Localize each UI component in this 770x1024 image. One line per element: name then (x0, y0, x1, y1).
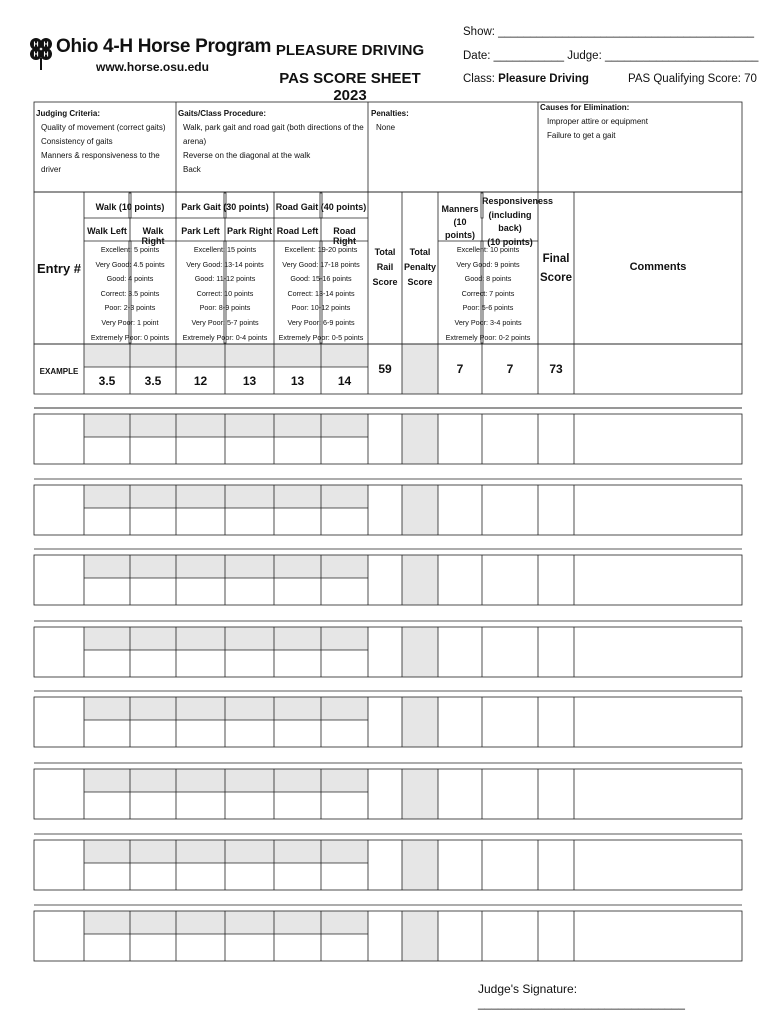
svg-text:H: H (33, 51, 39, 59)
walk-right-header: Walk Right (141, 226, 165, 246)
park-right-header: Park Right (226, 226, 272, 236)
table-row[interactable] (34, 485, 742, 535)
walk-scale: Excellent: 5 points Very Good: 4.5 points Good: 4 points Correct: 3.5 points Poor: 2-3 points Very Poor: 1 point Extremely Poor: 0 points (90, 245, 170, 342)
list-item: Back (183, 165, 201, 174)
svg-text:H: H (43, 41, 49, 49)
example-walk-right: 3.5 (144, 374, 162, 388)
example-park-right: 13 (242, 374, 257, 388)
list-item: Improper attire or equipment (547, 117, 648, 126)
entry-header: Entry # (36, 261, 82, 276)
example-final: 73 (549, 362, 563, 376)
list-item: Failure to get a gait (547, 131, 616, 140)
final-score-header: Final Score (540, 253, 572, 284)
road-scale: Excellent: 19-20 points Very Good: 17-18 points Good: 15-16 points Correct: 13-14 points Poor: 10-12 points Very Poor: 6-9 points Extremely Poor: 0-5 points (278, 245, 364, 342)
judging-criteria-title: Judging Criteria: (36, 109, 101, 118)
program-title: Ohio 4-H Horse Program (56, 36, 272, 57)
comments-header: Comments (629, 261, 687, 273)
example-manners: 7 (456, 362, 464, 376)
total-penalty-header: Total Penalty Score (403, 247, 436, 287)
judge-signature-line[interactable]: Judge's Signature: _______________________________ (478, 982, 685, 1010)
manners-responsiveness-scale: Excellent: 10 points Very Good: 9 points Good: 8 points Correct: 7 points Poor: 5-6 points Very Poor: 3-4 points Extremely Poor: 0-2 points (445, 245, 531, 342)
walk-left-header: Walk Left (87, 226, 127, 236)
program-url: www.horse.osu.edu (96, 60, 209, 74)
table-row[interactable] (34, 769, 742, 819)
road-right-header: Road Right (333, 226, 356, 246)
penalties-title: Penalties: (371, 109, 409, 118)
list-item: None (376, 123, 396, 132)
table-row[interactable] (34, 911, 742, 961)
elimination-title: Causes for Elimination: (540, 103, 630, 112)
responsiveness-header: Responsiveness (including back) (10 points) (482, 196, 554, 247)
example-road-right: 14 (337, 374, 352, 388)
park-left-header: Park Left (181, 226, 220, 236)
class-value: Pleasure Driving (498, 73, 589, 85)
list-item: Quality of movement (correct gaits) (41, 123, 166, 132)
table-row[interactable] (34, 555, 742, 605)
park-gait-header: Park Gait (30 points) (181, 202, 269, 212)
table-row[interactable] (34, 414, 742, 464)
date-judge-field[interactable]: Date: ___________ Judge: ________________________ (463, 50, 759, 62)
list-item: Reverse on the diagonal at the walk (183, 151, 311, 160)
pas-qualifying-score: PAS Qualifying Score: 70 (628, 73, 757, 85)
doc-title-line1: PLEASURE DRIVING (275, 42, 425, 59)
example-walk-left: 3.5 (98, 374, 116, 388)
example-total-rail: 59 (378, 362, 392, 376)
example-label: EXAMPLE (39, 367, 79, 376)
total-rail-header: Total Rail Score (372, 247, 398, 287)
table-row[interactable] (34, 840, 742, 890)
table-row[interactable] (34, 697, 742, 747)
list-item: Manners & responsiveness to the driver (41, 151, 160, 174)
walk-header: Walk (10 points) (95, 202, 165, 212)
svg-text:H: H (33, 41, 39, 49)
example-responsiveness: 7 (506, 362, 514, 376)
example-road-left: 13 (290, 374, 305, 388)
example-park-left: 12 (193, 374, 208, 388)
list-item: Walk, park gait and road gait (both directions of the arena) (183, 123, 364, 146)
list-item: Consistency of gaits (41, 137, 113, 146)
gaits-procedure-title: Gaits/Class Procedure: (178, 109, 267, 118)
road-left-header: Road Left (276, 226, 319, 236)
table-row[interactable] (34, 627, 742, 677)
class-label: Class: (463, 73, 495, 85)
doc-title-line2: PAS SCORE SHEET 2023 (279, 70, 421, 104)
manners-header: Manners (10 points) (441, 204, 479, 240)
svg-text:H: H (43, 51, 49, 59)
road-gait-header: Road Gait (40 points) (275, 202, 367, 212)
show-field[interactable]: Show: ________________________________________ (463, 26, 754, 38)
park-scale: Excellent: 15 points Very Good: 13-14 points Good: 11-12 points Correct: 10 points Poor: 8-9 points Very Poor: 5-7 points Extremely Poor: 0-4 points (182, 245, 268, 342)
